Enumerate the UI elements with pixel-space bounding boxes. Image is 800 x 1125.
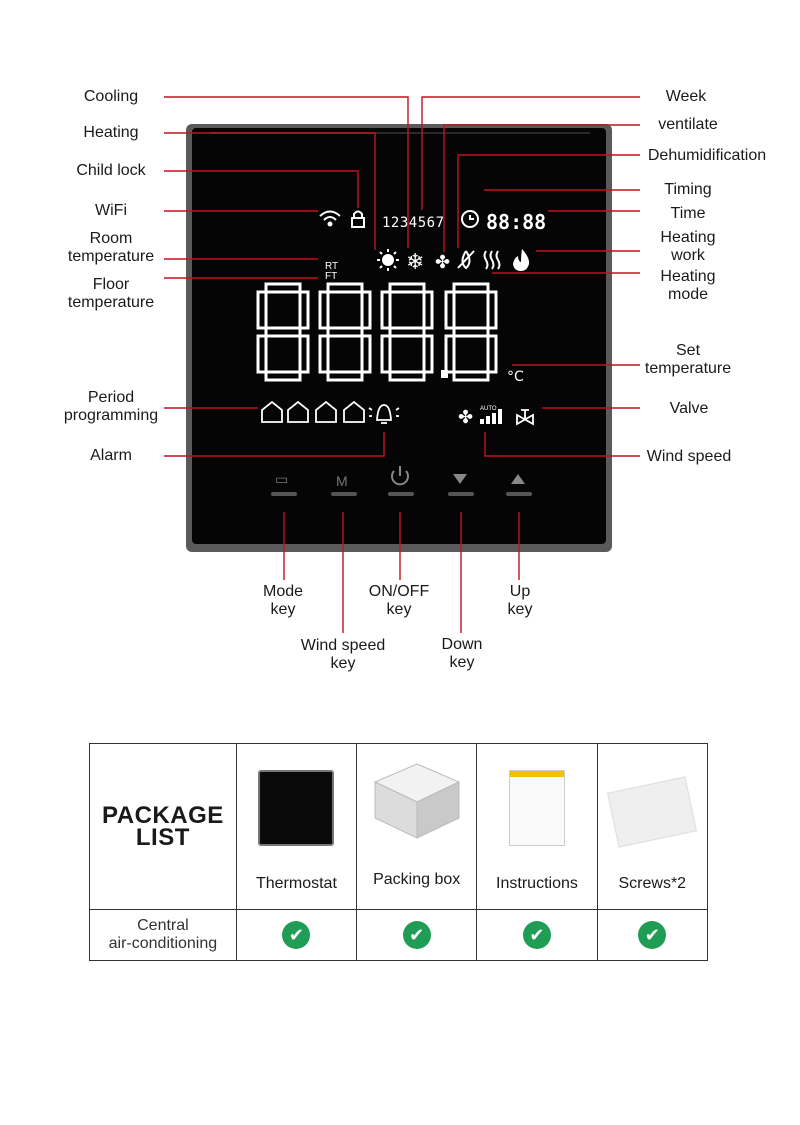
label-set-temperature: Set temperature bbox=[644, 342, 732, 377]
label-floor-temperature: Floor temperature bbox=[67, 276, 155, 311]
label-wind-speed-key: Wind speed key bbox=[300, 637, 386, 672]
check-screws bbox=[597, 910, 707, 961]
book-icon: ▭ bbox=[275, 472, 289, 488]
rt-label: RT bbox=[325, 261, 339, 272]
check-thermostat bbox=[236, 910, 356, 961]
unit-celsius: °C bbox=[507, 369, 524, 385]
check-icon: ✔ bbox=[282, 921, 310, 949]
thermostat-thumbnail bbox=[258, 770, 334, 846]
item-screws bbox=[597, 744, 707, 910]
item-instructions bbox=[477, 744, 597, 910]
screws-thumbnail bbox=[607, 776, 697, 847]
label-ventilate: ventilate bbox=[658, 116, 718, 133]
decimal-point bbox=[441, 370, 448, 378]
label-heating-work: Heating work bbox=[660, 229, 716, 264]
label-alarm: Alarm bbox=[90, 447, 132, 464]
label-child-lock: Child lock bbox=[76, 162, 146, 179]
item-packing-box bbox=[357, 744, 477, 910]
check-instructions bbox=[477, 910, 597, 961]
label-up-key: Up key bbox=[507, 583, 533, 618]
label-room-temperature: Room temperature bbox=[67, 230, 155, 265]
package-list-title: PACKAGE LIST bbox=[90, 744, 237, 910]
item-label-thermostat: Thermostat bbox=[255, 875, 337, 892]
label-timing: Timing bbox=[664, 181, 712, 198]
label-wind-speed: Wind speed bbox=[646, 448, 732, 465]
item-label-screws: Screws*2 bbox=[618, 875, 687, 892]
item-label-packing-box: Packing box bbox=[373, 871, 461, 888]
package-list-table bbox=[89, 743, 708, 961]
label-heating: Heating bbox=[83, 124, 139, 141]
check-icon: ✔ bbox=[638, 921, 666, 949]
snowflake-icon: ❄ bbox=[406, 250, 425, 275]
item-thermostat bbox=[236, 744, 356, 910]
check-icon: ✔ bbox=[523, 921, 551, 949]
label-wifi: WiFi bbox=[95, 202, 127, 219]
label-dehumidification: Dehumidification bbox=[647, 147, 767, 164]
label-week: Week bbox=[665, 88, 707, 105]
instructions-thumbnail bbox=[509, 770, 565, 846]
check-packing-box bbox=[357, 910, 477, 961]
box-thumbnail bbox=[367, 756, 467, 846]
label-period-programming: Period programming bbox=[63, 389, 159, 424]
label-cooling: Cooling bbox=[83, 88, 139, 105]
time-digits: 88:88 bbox=[486, 210, 547, 234]
label-down-key: Down key bbox=[441, 636, 483, 671]
label-on-off-key: ON/OFF key bbox=[368, 583, 430, 618]
item-label-instructions: Instructions bbox=[496, 875, 578, 892]
fan-icon: ✤ bbox=[435, 252, 451, 273]
label-valve: Valve bbox=[669, 400, 709, 417]
row-label-central-ac: Central air-conditioning bbox=[90, 910, 237, 961]
m-key-label: M bbox=[336, 473, 348, 489]
check-icon: ✔ bbox=[403, 921, 431, 949]
ft-label: FT bbox=[325, 271, 338, 282]
week-digits: 1234567 bbox=[382, 215, 445, 231]
label-time: Time bbox=[670, 205, 706, 222]
label-heating-mode: Heating mode bbox=[660, 268, 716, 303]
label-mode-key: Mode key bbox=[262, 583, 304, 618]
auto-label: AUTO bbox=[480, 406, 497, 412]
fan-speed-icon: ✤ bbox=[458, 407, 474, 428]
